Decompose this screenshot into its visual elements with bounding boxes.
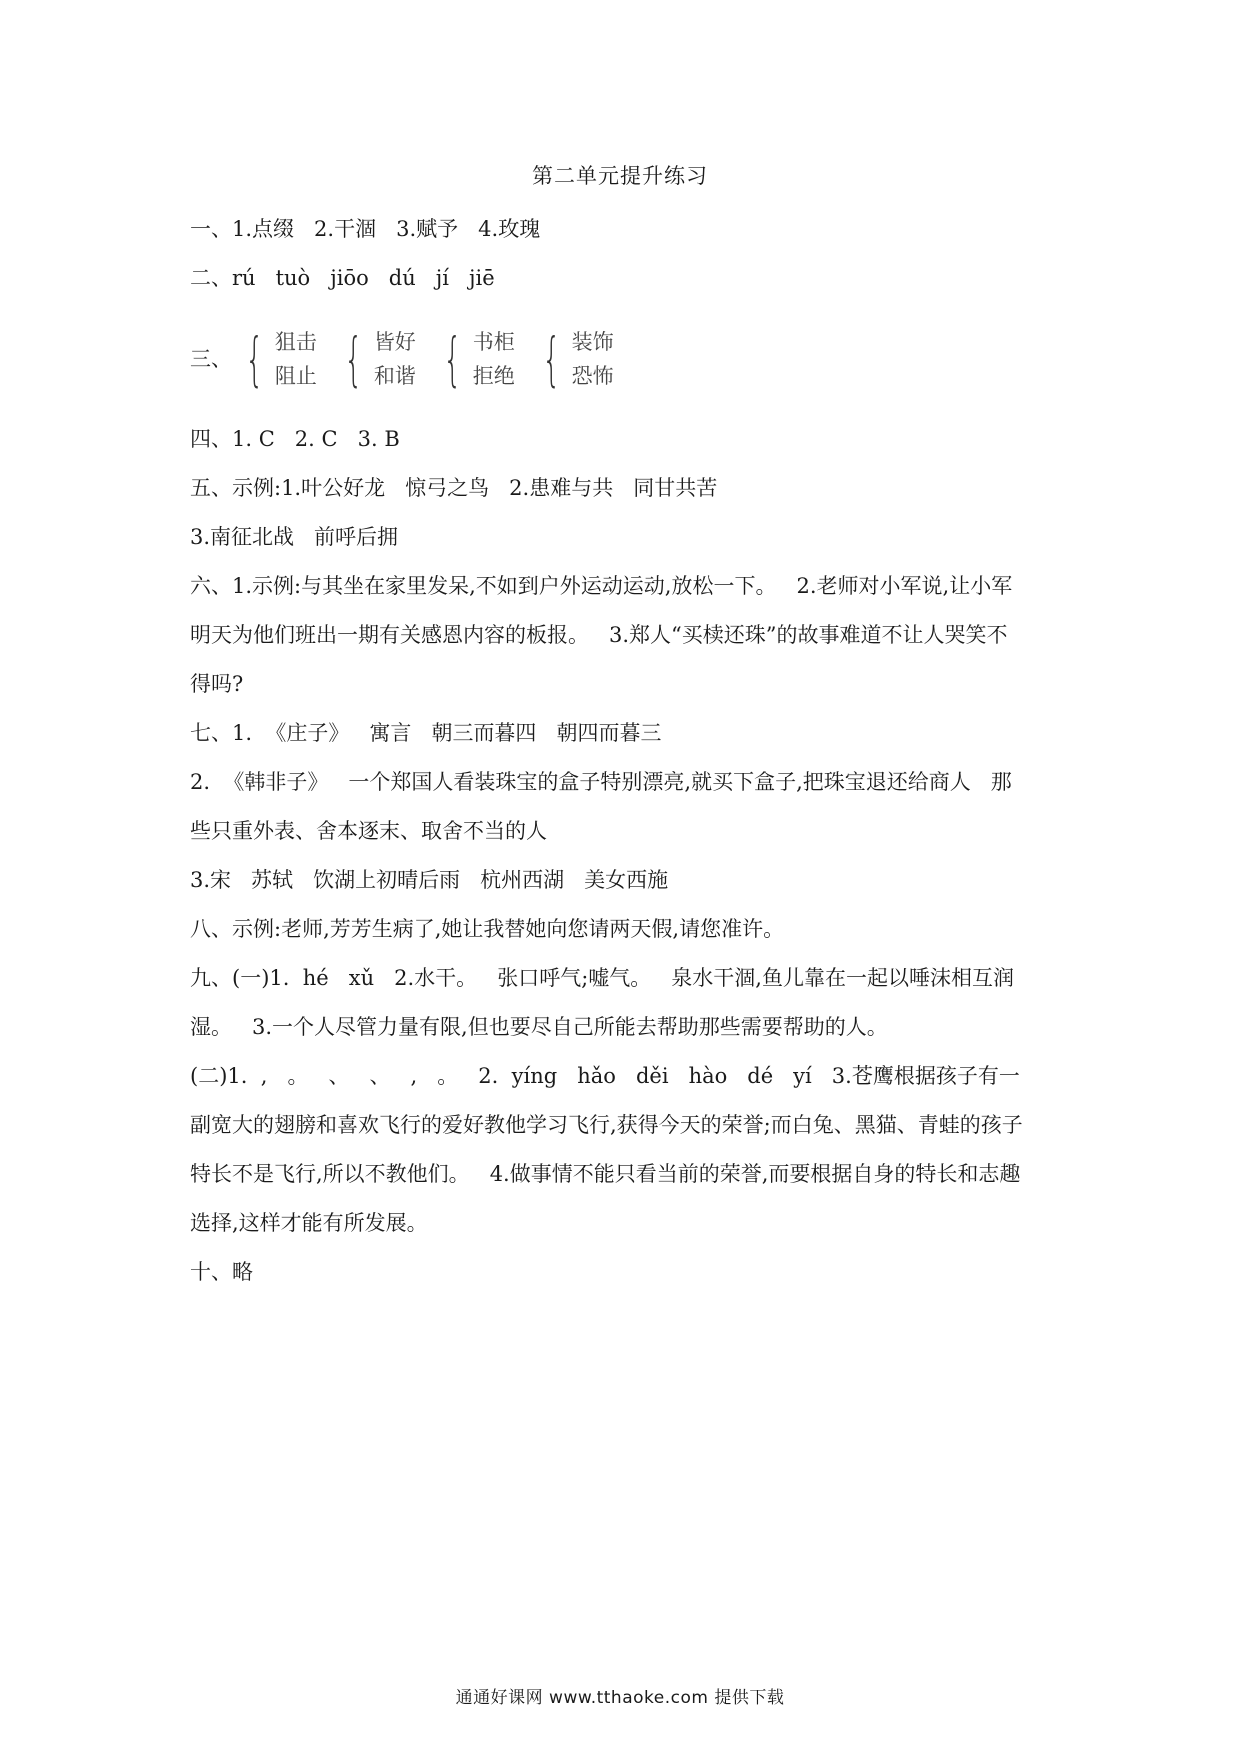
answer-section-7-cont: 2. 《韩非子》 一个郑国人看装珠宝的盒子特别漂亮,就买下盒子,把珠宝退还给商人 那: [190, 770, 1012, 794]
answer-section-5-cont: 3.南征北战 前呼后拥: [190, 525, 399, 549]
answer-section-5: 五、示例:1.叶公好龙 惊弓之鸟 2.患难与共 同甘共苦: [190, 476, 718, 500]
answer-section-2: 二、rú tuò jiōo dú jí jiē: [190, 266, 495, 290]
answer-section-8: 八、示例:老师,芳芳生病了,她让我替她向您请两天假,请您准许。: [190, 917, 785, 941]
answer-section-9-cont: 副宽大的翅膀和喜欢飞行的爱好教他学习飞行,获得今天的荣誉;而白兔、黑猫、青蛙的孩子: [190, 1113, 1023, 1137]
brace-icon: {: [245, 325, 264, 393]
word-bottom: 拒绝: [472, 364, 515, 388]
word-top: 书柜: [472, 330, 515, 354]
answer-section-10: 十、略: [190, 1260, 253, 1284]
word-bottom: 恐怖: [571, 364, 614, 388]
answer-section-4: 四、1. C 2. C 3. B: [190, 427, 400, 451]
page-title: 第二单元提升练习: [532, 164, 708, 188]
answer-section-6-cont: 明天为他们班出一期有关感恩内容的板报。 3.郑人“买椟还珠”的故事难道不让人哭笑不: [190, 623, 1008, 647]
word-top: 皆好: [373, 330, 416, 354]
answer-section-6: 六、1.示例:与其坐在家里发呆,不如到户外运动运动,放松一下。 2.老师对小军说,让小军: [190, 574, 1013, 598]
word-pair-group: [533, 325, 614, 393]
answer-section-9-cont: 选择,这样才能有所发展。: [190, 1211, 428, 1235]
answer-section-6-cont: 得吗?: [190, 672, 244, 696]
answer-section-9: 九、(一)1. hé xǔ 2.水干。 张口呼气;嘘气。 泉水干涸,鱼儿靠在一起以唾沫相互润: [190, 966, 1014, 990]
answer-section-7: 七、1. 《庄子》 寓言 朝三而暮四 朝四而暮三: [190, 721, 662, 745]
answer-section-7-cont: 3.宋 苏轼 饮湖上初晴后雨 杭州西湖 美女西施: [190, 868, 669, 892]
word-top: 狙击: [274, 330, 317, 354]
answer-section-9-part2: (二)1. , 。 、 、 , 。 2. yíng hǎo děi hào dé yí 3.苍鹰根据孩子有一: [190, 1064, 1020, 1088]
brace-icon: {: [344, 325, 363, 393]
answer-section-9-cont: 湿。 3.一个人尽管力量有限,但也要尽自己所能去帮助那些需要帮助的人。: [190, 1015, 888, 1039]
brace-icon: {: [541, 325, 561, 393]
answer-section-9-cont: 特长不是飞行,所以不教他们。 4.做事情不能只看当前的荣誉,而要根据自身的特长和志趣: [190, 1162, 1021, 1186]
footer-source: 通通好课网 www.tthaoke.com 提供下载: [455, 1688, 785, 1708]
word-pair-group: [434, 325, 515, 393]
answer-section-7-cont: 些只重外表、舍本逐末、取舍不当的人: [190, 819, 547, 843]
word-pair-group: [236, 325, 317, 393]
section-3-prefix: 三、: [190, 346, 232, 371]
word-bottom: 阻止: [274, 364, 317, 388]
answer-section-3: [190, 303, 1060, 415]
word-pair-group: [335, 325, 416, 393]
answer-content: [190, 205, 1060, 1297]
word-top: 装饰: [571, 330, 614, 354]
word-bottom: 和谐: [373, 364, 416, 388]
brace-icon: {: [443, 325, 462, 393]
answer-section-1: 一、1.点缀 2.干涸 3.赋予 4.玫瑰: [190, 217, 541, 241]
